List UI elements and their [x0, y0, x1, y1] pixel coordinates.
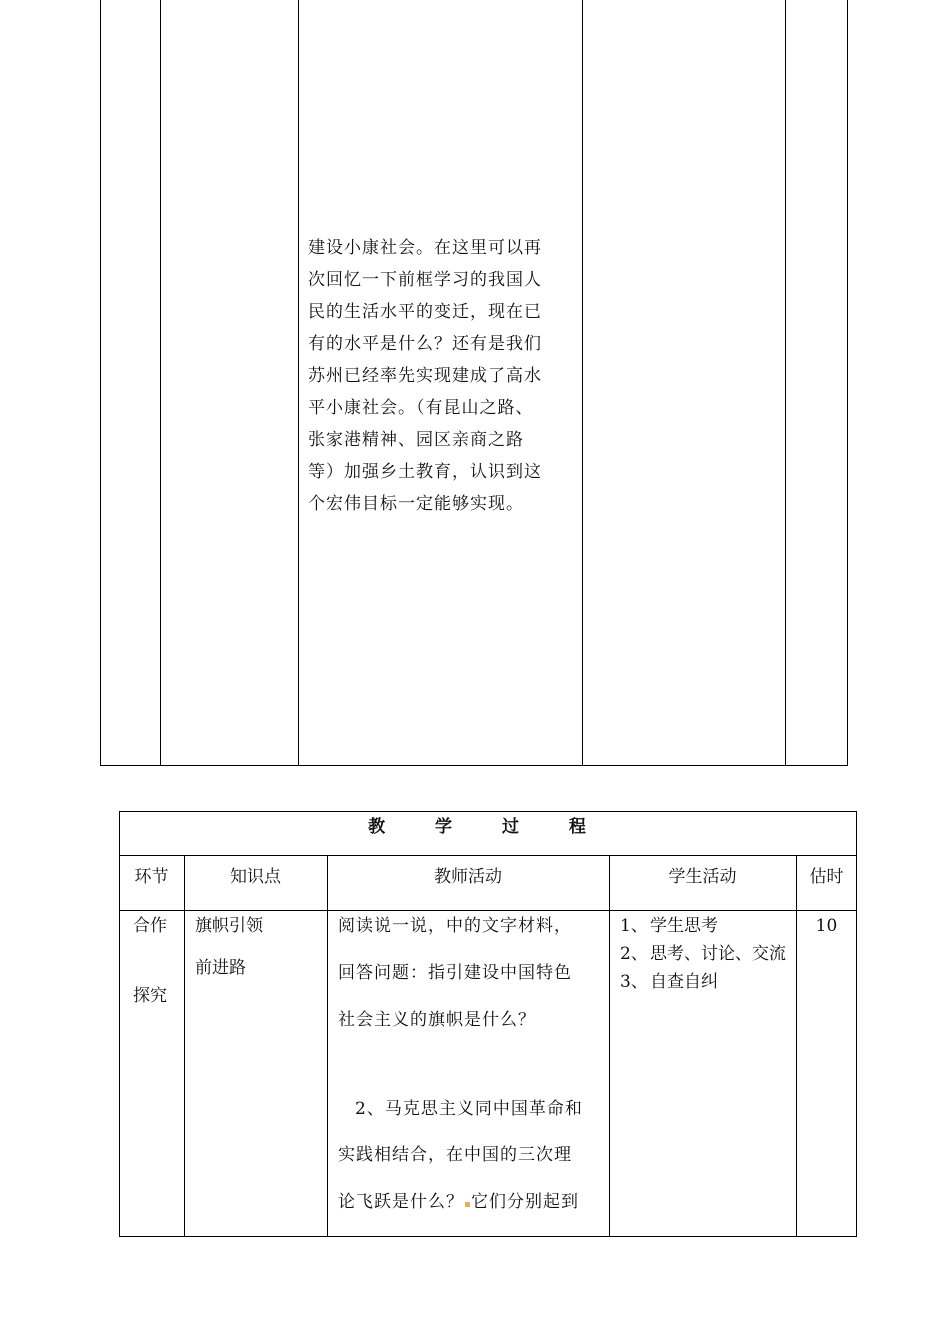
row-divider	[119, 910, 857, 911]
header-section: 环节	[134, 867, 169, 887]
teacher-activity-text: 论飞跃是什么？	[338, 1192, 464, 1212]
header-knowledge: 知识点	[230, 867, 281, 887]
time-value: 10	[815, 916, 838, 936]
text-line: 建设小康社会。在这里可以再	[308, 238, 542, 258]
top-table-divider	[298, 0, 299, 766]
text-line: 民的生活水平的变迁，现在已	[308, 302, 542, 322]
row-divider	[119, 855, 857, 856]
knowledge-line: 前进路	[195, 958, 246, 978]
text-line: 有的水平是什么？还有是我们	[308, 334, 542, 354]
list-text: 学生思考	[650, 916, 718, 936]
column-divider	[327, 855, 328, 1236]
header-teacher-activity: 教师活动	[434, 867, 502, 887]
teacher-activity-line: 回答问题：指引建设中国特色	[338, 963, 572, 983]
top-table-divider	[582, 0, 583, 766]
editor-mark-icon	[465, 1202, 470, 1207]
teacher-activity-line: 社会主义的旗帜是什么？	[338, 1010, 536, 1030]
top-table-divider	[160, 0, 161, 766]
section-line: 合作	[133, 916, 167, 936]
list-number: 1、	[620, 916, 648, 936]
text-line: 个宏伟目标一定能够实现。	[308, 494, 524, 514]
column-divider	[609, 855, 610, 1236]
text-line: 平小康社会。（有昆山之路、	[308, 398, 534, 418]
list-item	[620, 912, 792, 940]
top-table-divider	[785, 0, 786, 766]
text-line: 苏州已经率先实现建成了高水	[308, 366, 542, 386]
section-line: 探究	[133, 986, 167, 1006]
header-student-activity: 学生活动	[668, 867, 737, 887]
teacher-activity-line	[338, 1190, 579, 1214]
text-line: 等）加强乡土教育，认识到这	[308, 462, 542, 482]
list-text: 自查自纠	[650, 972, 718, 992]
teacher-activity-continued	[308, 232, 578, 520]
process-table-title: 教 学 过 程	[368, 817, 608, 837]
text-line: 张家港精神、园区亲商之路	[308, 430, 524, 450]
teacher-activity-line: 阅读说一说，中的文字材料，	[338, 916, 572, 936]
header-time: 估时	[809, 867, 844, 887]
text-line: 次回忆一下前框学习的我国人	[308, 270, 542, 290]
list-number: 2、	[620, 944, 648, 964]
teacher-activity-text: 它们分别起到	[471, 1192, 579, 1212]
teacher-activity-line: 实践相结合，在中国的三次理	[338, 1145, 572, 1165]
list-item	[620, 940, 792, 968]
list-number: 3、	[620, 972, 648, 992]
column-divider	[796, 855, 797, 1236]
knowledge-line: 旗帜引领	[195, 916, 263, 936]
list-item	[620, 968, 792, 996]
list-text: 思考、讨论、交流	[650, 944, 786, 964]
teacher-activity-line: 2、马克思主义同中国革命和	[355, 1099, 583, 1119]
student-activity-list	[620, 912, 792, 996]
column-divider	[184, 855, 185, 1236]
